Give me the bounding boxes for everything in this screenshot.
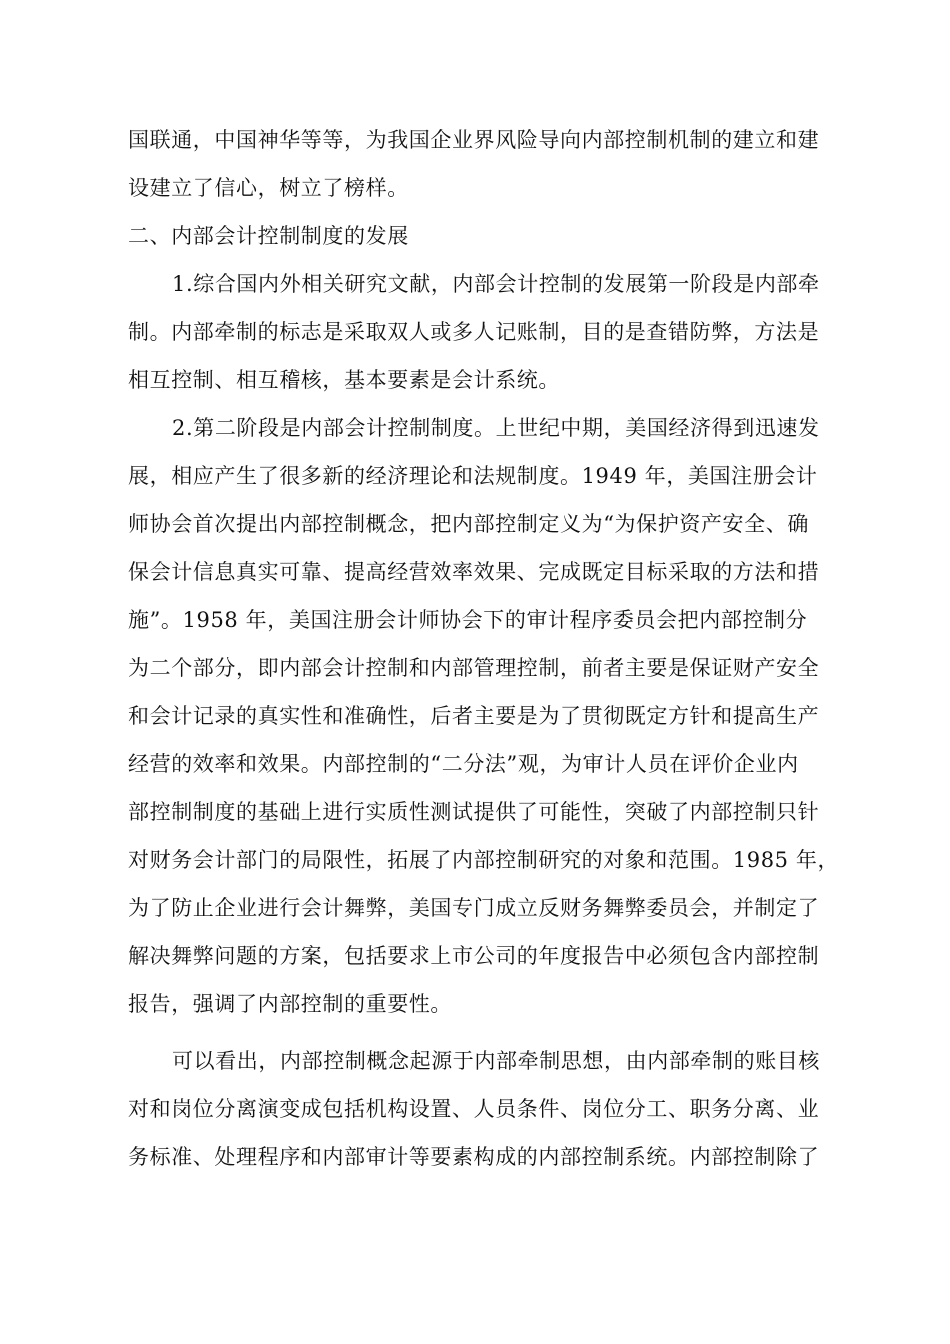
body-line: 制。内部牵制的标志是采取双人或多人记账制，目的是查错防弊，方法是 bbox=[128, 320, 820, 344]
body-line: 可以看出，内部控制概念起源于内部牵制思想，由内部牵制的账目核 bbox=[172, 1049, 820, 1073]
body-line: 部控制制度的基础上进行实质性测试提供了可能性，突破了内部控制只针 bbox=[128, 800, 820, 824]
body-line: 展，相应产生了很多新的经济理论和法规制度。1949 年，美国注册会计 bbox=[128, 464, 818, 488]
body-line: 2.第二阶段是内部会计控制制度。上世纪中期，美国经济得到迅速发 bbox=[172, 416, 820, 440]
body-line: 和会计记录的真实性和准确性，后者主要是为了贯彻既定方针和提高生产 bbox=[128, 704, 820, 728]
body-line: 设建立了信心，树立了榜样。 bbox=[128, 176, 409, 200]
body-line: 对和岗位分离演变成包括机构设置、人员条件、岗位分工、职务分离、业 bbox=[128, 1097, 820, 1121]
body-line: 保会计信息真实可靠、提高经营效率效果、完成既定目标采取的方法和措 bbox=[128, 560, 820, 584]
body-line: 为二个部分，即内部会计控制和内部管理控制，前者主要是保证财产安全 bbox=[128, 656, 820, 680]
body-line: 为了防止企业进行会计舞弊，美国专门成立反财务舞弊委员会，并制定了 bbox=[128, 896, 820, 920]
body-line: 对财务会计部门的局限性，拓展了内部控制研究的对象和范围。1985 年， bbox=[128, 848, 840, 872]
body-line: 施”。1958 年，美国注册会计师协会下的审计程序委员会把内部控制分 bbox=[128, 608, 808, 632]
body-line: 1.综合国内外相关研究文献，内部会计控制的发展第一阶段是内部牵 bbox=[172, 272, 820, 296]
body-line: 解决舞弊问题的方案，包括要求上市公司的年度报告中必须包含内部控制 bbox=[128, 944, 820, 968]
body-line: 经营的效率和效果。内部控制的“二分法”观，为审计人员在评价企业内 bbox=[128, 752, 799, 776]
body-line: 国联通，中国神华等等，为我国企业界风险导向内部控制机制的建立和建 bbox=[128, 128, 820, 152]
body-line: 相互控制、相互稽核，基本要素是会计系统。 bbox=[128, 368, 560, 392]
body-line: 师协会首次提出内部控制概念，把内部控制定义为“为保护资产安全、确 bbox=[128, 512, 809, 536]
section-heading: 二、内部会计控制制度的发展 bbox=[128, 224, 409, 248]
body-line: 务标准、处理程序和内部审计等要素构成的内部控制系统。内部控制除了 bbox=[128, 1145, 820, 1169]
body-line: 报告，强调了内部控制的重要性。 bbox=[128, 992, 452, 1016]
document-body bbox=[128, 116, 844, 1181]
